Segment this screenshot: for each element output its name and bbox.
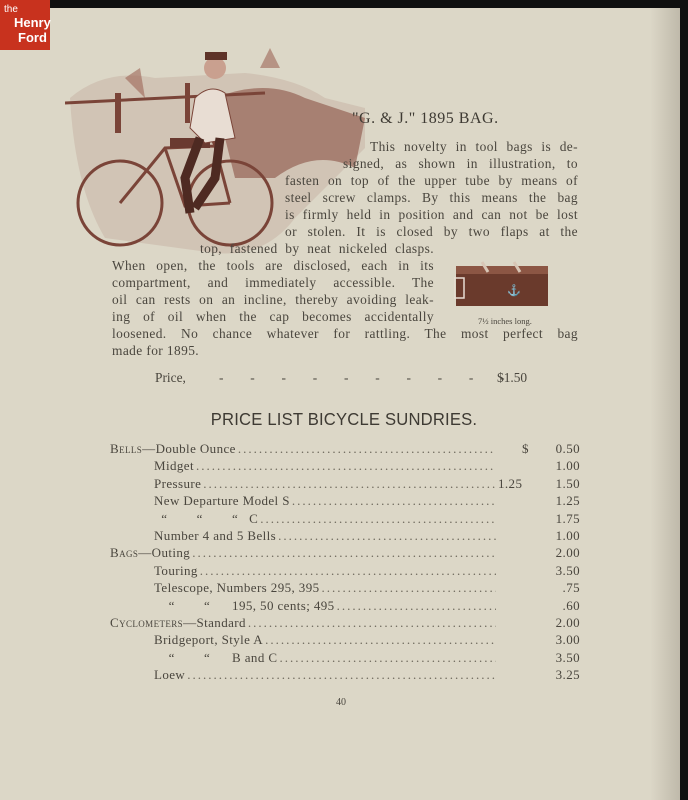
price-dashes: - - - - - - - - - - [219,370,505,385]
bag-caption: 7½ inches long. [478,316,532,326]
item-label [110,650,277,666]
price-list-row [110,511,580,528]
price-list-row [110,632,580,649]
item-label [110,441,236,457]
item-name: Bridgeport, Style A [154,632,264,648]
item-label [110,511,258,527]
item-name: —Double Ounce [142,441,236,456]
article-line: signed, as shown in illustration, to [343,156,578,171]
item-label [110,458,194,474]
article-line: loosened. No chance whatever for rattling. The most perfect bag [112,326,578,341]
item-price: .75 [562,580,580,596]
item-price: 1.00 [555,458,580,474]
item-name: New Departure Model S [154,493,290,509]
price-list-row [110,650,580,667]
item-label [110,545,190,561]
article-line: This novelty in tool bags is de- [370,139,578,154]
item-name: —Standard [183,615,246,630]
dot-leader [200,563,496,579]
dot-leader [279,650,496,666]
item-price: 1.50 [555,475,580,491]
item-price: 1.25 [555,493,580,509]
item-label [110,476,201,492]
price-label: Price, [155,370,186,385]
price-list-row [110,493,580,510]
article-line: When open, the tools are disclosed, each in its [112,258,434,273]
item-name: Touring [154,562,198,578]
category-label: Cyclometers [110,615,184,630]
logo-the: the [4,4,18,15]
item-label [110,580,320,596]
item-price: 3.50 [555,562,580,578]
item-name: “ “ B and C [154,649,278,665]
article-line: top, fastened by neat nickeled clasps. [200,241,434,256]
dot-leader [192,545,496,561]
dot-leader [238,441,496,457]
item-price: 3.50 [555,649,580,665]
item-name: Midget [154,458,194,474]
item-name: “ “ 195, 50 cents; 495 [154,597,335,613]
item-name: Loew [154,667,186,683]
item-name: Telescope, Numbers 295, 395 [154,580,320,596]
item-label [110,615,246,631]
item-label [110,493,290,509]
item-price: 2.00 [555,615,580,630]
price-list-row [110,528,580,545]
dot-leader [322,580,497,596]
item-price: 2.00 [555,545,580,561]
tool-bag-image [454,260,550,308]
bag-price: $1.50 [497,370,528,385]
dot-leader [278,528,496,544]
item-name: Number 4 and 5 Bells [154,528,277,543]
dot-leader [337,598,496,614]
price-list-row [110,598,580,615]
article-line: fasten on top of the upper tube by means of [285,173,578,188]
item-price: 3.00 [555,632,580,648]
article-line: oil can rests on an incline, thereby avoiding leak- [112,292,434,307]
item-label [110,667,185,683]
item-price: .60 [562,597,580,613]
item-label [110,598,335,614]
article-title: "G. & J." 1895 BAG. [352,110,499,127]
dot-leader [260,511,496,527]
svg-text:⚓: ⚓ [507,284,521,297]
price-list-row [110,476,580,493]
dot-leader [187,667,496,683]
article-line: is firmly held in position and can not be lost [285,207,578,222]
item-price: 3.25 [555,667,580,683]
price-list-row [110,580,580,597]
price-list-row [110,441,580,458]
price-list-row [110,615,580,632]
bag-price-row [155,370,535,386]
article-line: steel screw clamps. By this means the bag [285,190,578,205]
price-list-row [110,667,580,684]
currency-sign: $ [522,441,529,456]
item-name: “ “ “ C [154,510,259,526]
dot-leader [196,458,496,474]
page-number: 40 [336,697,346,708]
category-label: Bells [110,441,143,456]
price-list-row [110,458,580,475]
item-alt-price: 1.25 [498,475,523,491]
price-list-row [110,545,580,562]
article-line: or stolen. It is closed by two flaps at the [285,224,578,239]
price-list-row [110,563,580,580]
category-label: Bags [110,545,139,561]
item-price: 0.50 [555,441,580,456]
page-gutter-shadow [650,8,680,800]
item-name: —Outing [138,545,191,561]
price-list-heading: PRICE LIST BICYCLE SUNDRIES. [210,409,478,429]
article-line: ing of oil when the cap becomes accidentally [112,309,434,324]
item-name: Pressure [154,475,202,491]
item-label [110,563,198,579]
dot-leader [265,632,496,648]
dot-leader [248,615,496,631]
logo-ford: Ford [18,30,47,45]
item-label [110,632,263,648]
item-label [110,528,276,544]
article-line: compartment, and immediately accessible. The [112,275,434,290]
article-line: made for 1895. [112,343,200,358]
item-price: 1.00 [555,528,580,543]
dot-leader [292,493,496,509]
dot-leader [203,476,496,492]
henry-ford-logo[interactable] [0,0,50,50]
logo-henry: Henry [14,15,51,30]
item-price: 1.75 [555,510,580,526]
